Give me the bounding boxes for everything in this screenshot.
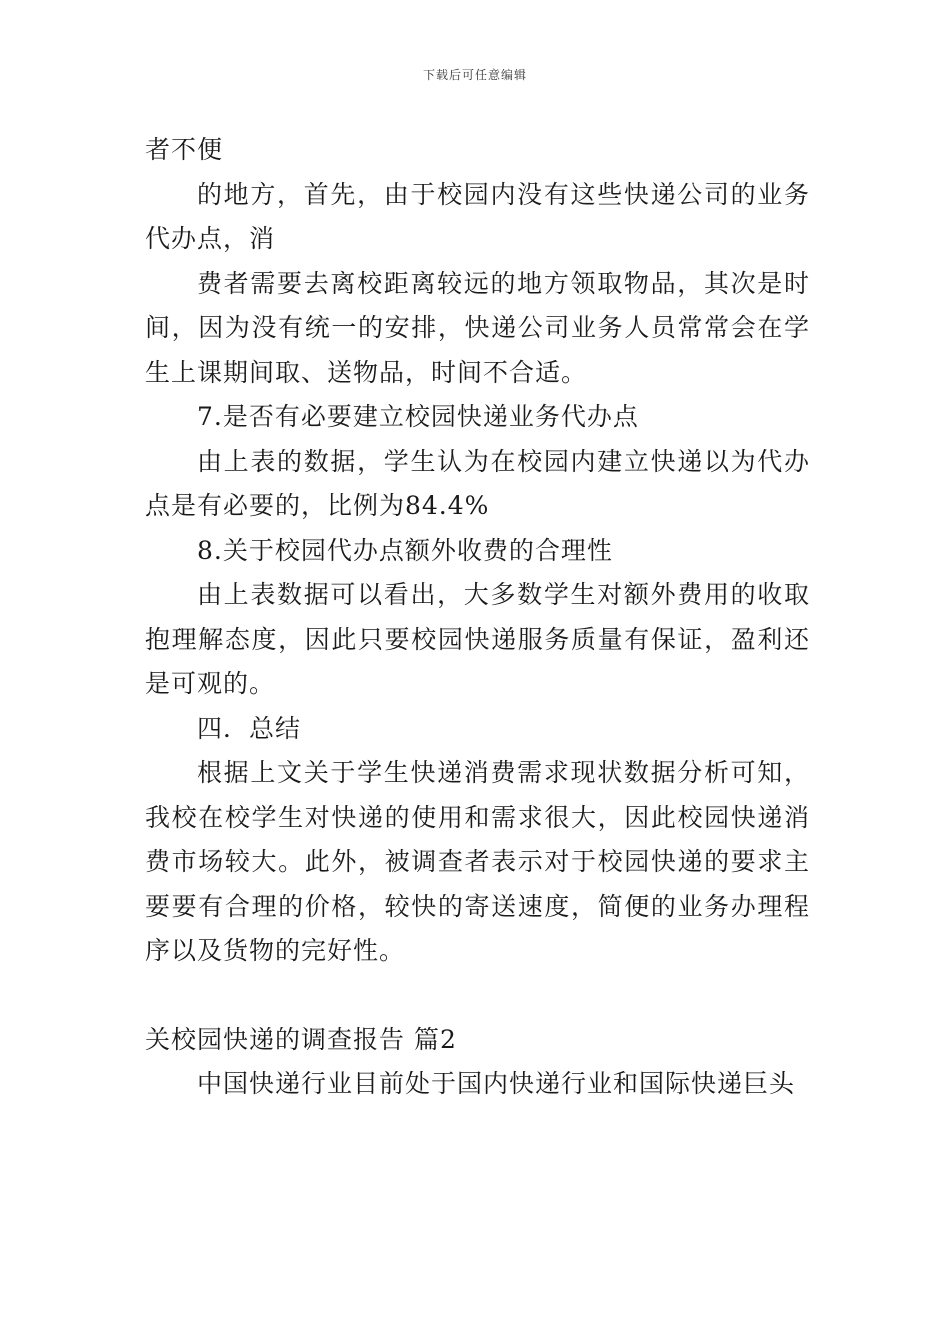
paragraph-7: 中国快递行业目前处于国内快递行业和国际快递巨头: [197, 1069, 796, 1098]
section-gap: [145, 974, 810, 1018]
paragraph-5: 由上表数据可以看出，大多数学生对额外费用的收取抱理解态度，因此只要校园快递服务质量有保证，盈利还是可观的。: [145, 580, 810, 698]
paragraph-6: 根据上文关于学生快递消费需求现状数据分析可知，我校在校学生对快递的使用和需求很大，因此校园快递消费市场较大。此外，被调查者表示对于校园快递的要求主要要有合理的价格，较快的寄送速度，简便的业务办理程序以及货物的完好性。: [145, 758, 810, 965]
paragraph-1: 者不便: [145, 135, 224, 164]
paragraph-4: 由上表的数据，学生认为在校园内建立快递以为代办点是有必要的，比例为84.4%: [145, 446, 810, 520]
section-heading-8: 8.关于校园代办点额外收费的合理性: [197, 535, 613, 565]
section-heading-7: 7.是否有必要建立校园快递业务代办点: [197, 402, 639, 431]
paragraph-3: 费者需要去离校距离较远的地方领取物品，其次是时间，因为没有统一的安排，快递公司业务人员常常会在学生上课期间取、送物品，时间不合适。: [145, 268, 810, 387]
document-body: [145, 128, 810, 1107]
page-header: 下载后可任意编辑: [422, 68, 527, 82]
paragraph-2: 的地方，首先，由于校园内没有这些快递公司的业务代办点，消: [145, 179, 810, 253]
section-heading-summary: 四．总结: [197, 713, 302, 743]
article-title: 关校园快递的调查报告 篇2: [145, 1024, 457, 1054]
